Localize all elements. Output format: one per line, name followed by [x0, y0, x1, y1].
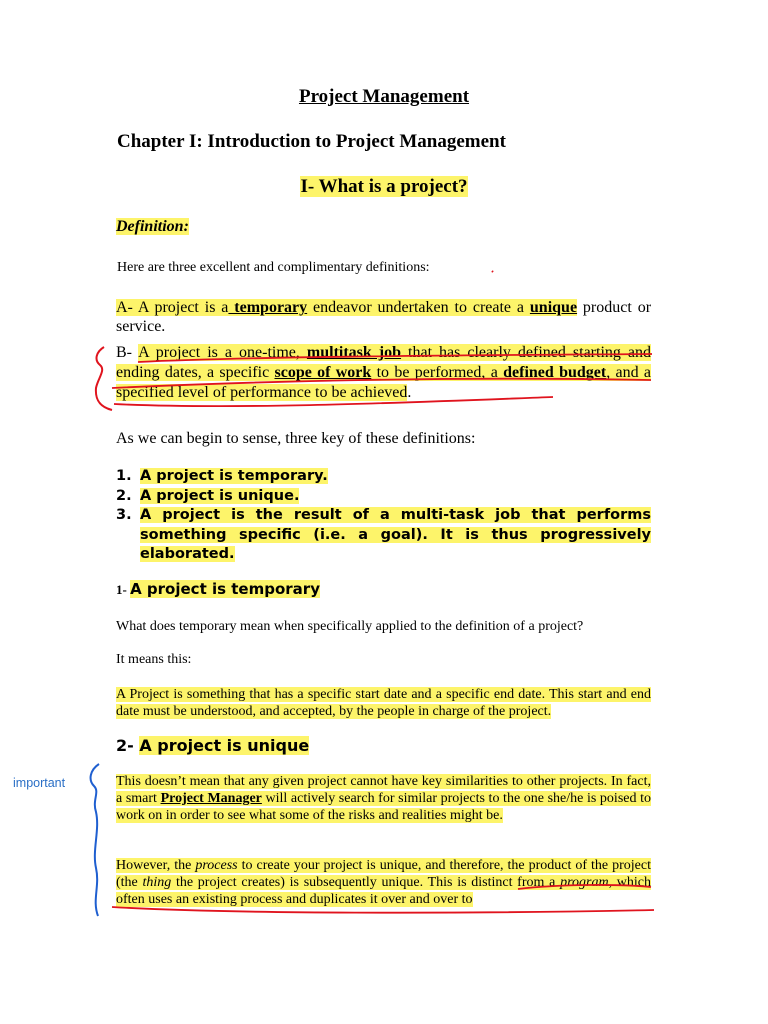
blue-brace-mark	[91, 764, 99, 916]
unique-paragraph-1	[116, 773, 651, 824]
unique-p2-text-d: , which often uses an existing process and duplicates it over and over to	[116, 875, 651, 907]
def-b-keyword-scope: scope of work	[274, 364, 372, 381]
section-title-text: I- What is a project?	[300, 176, 468, 197]
chapter-title: Chapter I: Introduction to Project Management	[117, 131, 506, 152]
def-b-text-4: , and a specified level of performance to be achieved	[116, 364, 652, 401]
subheading-unique	[116, 736, 309, 755]
page-title: Project Management	[298, 86, 470, 107]
unique-p1-text-b: will actively search for similar projects to the one she/he is poised to work on in order to see what some of the risks and realities might be.	[116, 791, 651, 823]
definition-b	[116, 343, 651, 403]
section-title	[0, 176, 768, 198]
list-item	[116, 467, 651, 487]
def-a-mid: endeavor undertaken to create a	[307, 299, 530, 316]
def-a-keyword-temporary: temporary	[228, 299, 308, 316]
definition-a	[116, 298, 651, 336]
list-item-text: A project is temporary.	[140, 468, 328, 484]
list-item-number: 2.	[116, 487, 132, 504]
sense-line: As we can begin to sense, three key of these definitions:	[116, 430, 476, 447]
red-bracket-mark	[96, 347, 112, 410]
unique-p1-keyword: Project Manager	[160, 791, 262, 806]
definition-heading	[116, 218, 189, 236]
subheading-temporary	[116, 580, 320, 598]
question-line: What does temporary mean when specifically applied to the definition of a project?	[116, 619, 584, 634]
unique-p2-italic-thing: thing	[142, 875, 172, 890]
list-item	[116, 487, 651, 507]
unique-paragraph-2	[116, 857, 651, 908]
def-a-keyword-unique: unique	[529, 299, 578, 316]
def-b-prefix: B-	[116, 344, 139, 361]
def-b-text-2: that has clearly defined starting and ending dates, a specific	[116, 344, 652, 381]
list-item-text: A project is unique.	[140, 487, 300, 504]
temporary-paragraph-text: A Project is something that has a specific start date and a specific end date. This start and end date must be understood, and accepted, by the people in charge of the project.	[116, 687, 651, 719]
unique-p2-text-b: to create your project is unique, and therefore, the product of the project (the	[116, 858, 651, 890]
key-points-list	[116, 467, 651, 565]
def-b-keyword-multitask: multitask job	[306, 344, 402, 361]
unique-p2-italic-program: program	[560, 875, 609, 890]
means-line: It means this:	[116, 652, 192, 667]
def-b-keyword-budget: defined budget	[503, 364, 607, 381]
def-b-text-3: to be performed, a	[371, 364, 504, 381]
list-item-number: 3.	[116, 507, 132, 523]
unique-p2-text-a: However, the	[116, 858, 196, 873]
def-a-prefix: A- A project is a	[116, 299, 229, 316]
definition-heading-text: Definition:	[116, 218, 189, 235]
list-item-text: A project is the result of a multi-task job that performs something specific (i.e. a goal). It is thus progressively elaborated.	[140, 507, 651, 562]
def-b-end: .	[407, 384, 412, 401]
temporary-paragraph	[116, 686, 651, 720]
unique-p2-text-c: the project creates) is subsequently unique. This is distinct from a	[171, 875, 561, 890]
list-item	[116, 506, 651, 565]
subheading-title: A project is temporary	[130, 580, 320, 598]
subheading-number: 1-	[116, 582, 131, 597]
def-a-suffix: product or service.	[116, 299, 652, 335]
def-b-text-1: A project is a one-time,	[138, 344, 307, 361]
subheading-number: 2-	[116, 736, 140, 755]
intro-line: Here are three excellent and complimentary definitions:	[117, 260, 430, 275]
margin-note: important	[13, 776, 66, 790]
unique-p2-italic-process: process	[195, 858, 238, 873]
subheading-title: A project is unique	[139, 736, 310, 755]
list-item-number: 1.	[116, 468, 132, 484]
red-dot-mark	[492, 271, 493, 272]
unique-p1-text-a: This doesn’t mean that any given project cannot have key similarities to other projects. In fact, a smart	[116, 774, 651, 806]
